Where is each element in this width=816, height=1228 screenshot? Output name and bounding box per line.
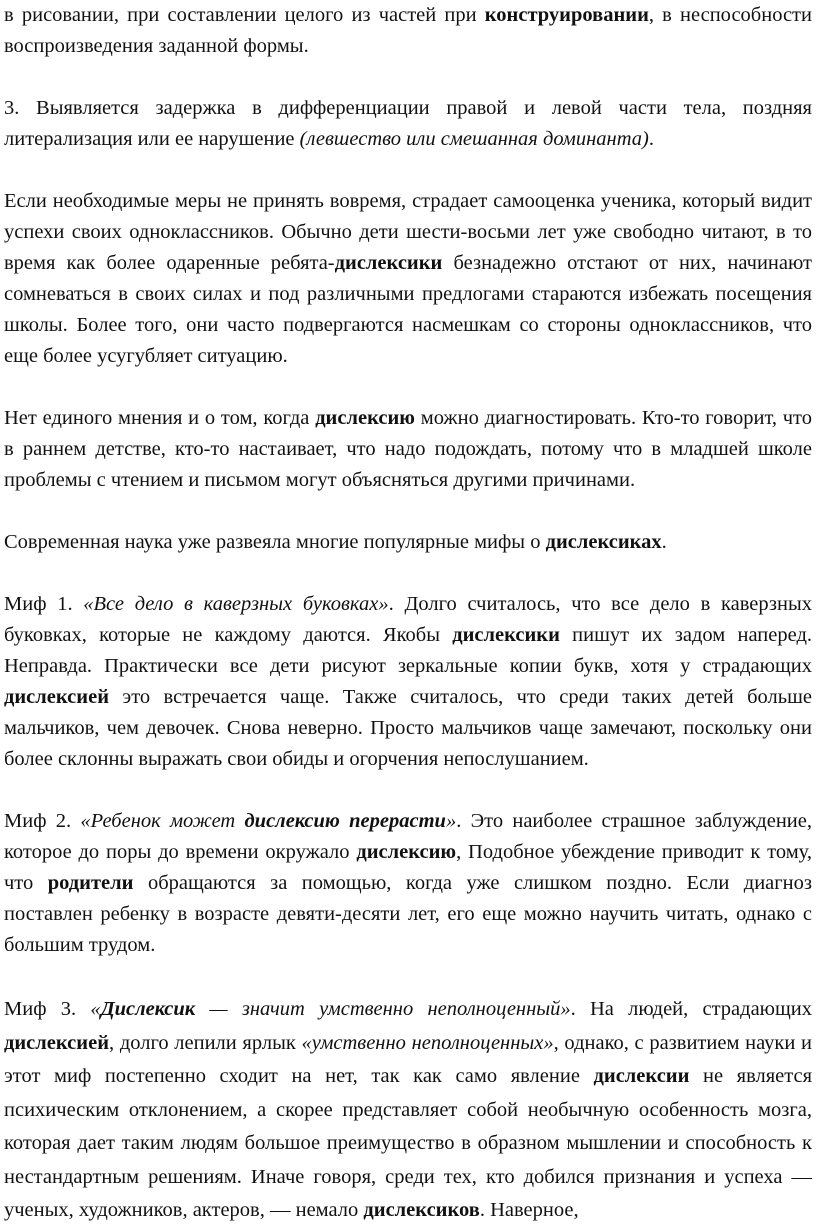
text-run: это встречается чаще. Также считалось, что среди таких детей больше мальчиков, чем девочек. Снова неверно. Просто мальчиков чаще замечают, поскольку они более склонны выражать свои обиды и огорчения непослушанием. xyxy=(4,686,812,770)
text-run: в рисовании, при составлении целого из частей при xyxy=(4,4,485,26)
text-run: Миф 2. xyxy=(4,810,81,832)
paragraph-5 xyxy=(4,589,812,775)
italic-text: «Ребенок может xyxy=(80,810,245,832)
paragraph-gap xyxy=(4,775,812,806)
italic-text: «умственно неполноценных» xyxy=(301,1031,554,1054)
italic-text: (левшество или смешанная доминанта) xyxy=(299,128,649,150)
bold-text: дислексии xyxy=(593,1065,690,1087)
text-run: . xyxy=(661,531,667,553)
bold-text: дислексией xyxy=(4,1031,110,1054)
paragraph-1 xyxy=(4,93,812,155)
text-run: , в неспособности воспроизведения заданной формы. xyxy=(4,4,812,57)
text-run: . xyxy=(648,128,654,150)
text-run: пишут их задом наперед. Неправда. Практически все дети рисуют зеркальные копии букв, хотя у страдающих xyxy=(4,624,812,677)
paragraph-6 xyxy=(4,806,812,961)
text-run: Нет единого мнения и о том, когда xyxy=(4,407,316,429)
paragraph-2 xyxy=(4,186,812,372)
paragraph-gap xyxy=(4,155,812,186)
bold-text: конструировании xyxy=(484,4,649,26)
italic-text: » xyxy=(445,810,457,832)
bold-text: дислексию xyxy=(356,841,457,863)
text-run: . На людей, страдающих xyxy=(570,998,812,1020)
text-run: обращаются за помощью, когда уже слишком поздно. Если диагноз поставлен ребенку в возрасте девяти-десяти лет, его еще можно научить читать, однако с большим трудом. xyxy=(4,872,812,956)
text-run: . Наверное, xyxy=(479,1199,579,1221)
text-run: безнадежно отстают от них, начинают сомневаться в своих силах и под различными предлогами стараются избежать посещения школы. Более того, они часто подвергаются насмешкам со стороны одноклассников, что еще более усугубляет ситуацию. xyxy=(4,252,812,367)
bold-text: дислексиках xyxy=(545,531,662,553)
paragraph-7 xyxy=(4,993,812,1228)
paragraph-4 xyxy=(4,527,812,558)
paragraph-gap xyxy=(4,62,812,93)
bold-text: дислексиков xyxy=(363,1199,480,1221)
text-run: , Подобное убеждение приводит к тому, что xyxy=(4,841,812,894)
paragraph-gap xyxy=(4,558,812,589)
bold-text: дислексики xyxy=(334,252,443,274)
paragraph-gap xyxy=(4,372,812,403)
paragraph-0 xyxy=(4,0,812,62)
italic-text: — значит умственно неполноценный» xyxy=(195,998,571,1020)
paragraph-gap xyxy=(4,496,812,527)
text-run: не является психическим отклонением, а скорее представляет собой необычную особенность мозга, которая дает таким людям большое преимущество в образном мышлении и способность к нестандартным решениям. Иначе говоря, среди тех, кто добился признания и успеха — ученых, художников, актеров, — немало xyxy=(4,1065,812,1221)
text-run: Миф 3. xyxy=(4,998,91,1020)
italic-text: « xyxy=(90,998,101,1020)
text-run: можно диагностировать. Кто-то говорит, что в раннем детстве, кто-то настаивает, что надо подождать, потому что в младшей школе проблемы с чтением и письмом могут объясняться другими причинами. xyxy=(4,407,812,491)
paragraph-3 xyxy=(4,403,812,496)
bold-text: дислексики xyxy=(452,624,560,646)
text-run: 3. Выявляется задержка в дифференциации правой и левой части тела, поздняя литерализация или ее нарушение xyxy=(4,97,812,150)
bold-text: родители xyxy=(47,872,134,894)
bold-text: дислексией xyxy=(4,686,110,708)
bold-text: дислексию xyxy=(315,407,415,429)
bold-italic-text: дислексию перерасти xyxy=(244,810,446,832)
text-run: . Долго считалось, что все дело в каверзных буковках, которые не каждому даются. Якобы xyxy=(4,593,813,646)
text-run: . Это наиболее страшное заблуждение, которое до поры до времени окружало xyxy=(4,810,812,863)
text-run: Если необходимые меры не принять вовремя, страдает самооценка ученика, который видит успехи своих одноклассников. Обычно дети шести-восьми лет уже свободно читают, в то время как более одаренные ребята- xyxy=(4,190,812,274)
text-run: , однако, с развитием науки и этот миф постепенно сходит на нет, так как само явление xyxy=(4,1031,812,1087)
paragraph-gap xyxy=(4,961,812,993)
text-run: , долго лепили ярлык xyxy=(109,1031,302,1054)
text-run: Современная наука уже развеяла многие популярные мифы о xyxy=(4,531,546,553)
italic-text: «Все дело в каверзных буковках» xyxy=(83,593,389,615)
bold-italic-text: Дислексик xyxy=(100,998,196,1020)
text-run: Миф 1. xyxy=(4,593,84,615)
